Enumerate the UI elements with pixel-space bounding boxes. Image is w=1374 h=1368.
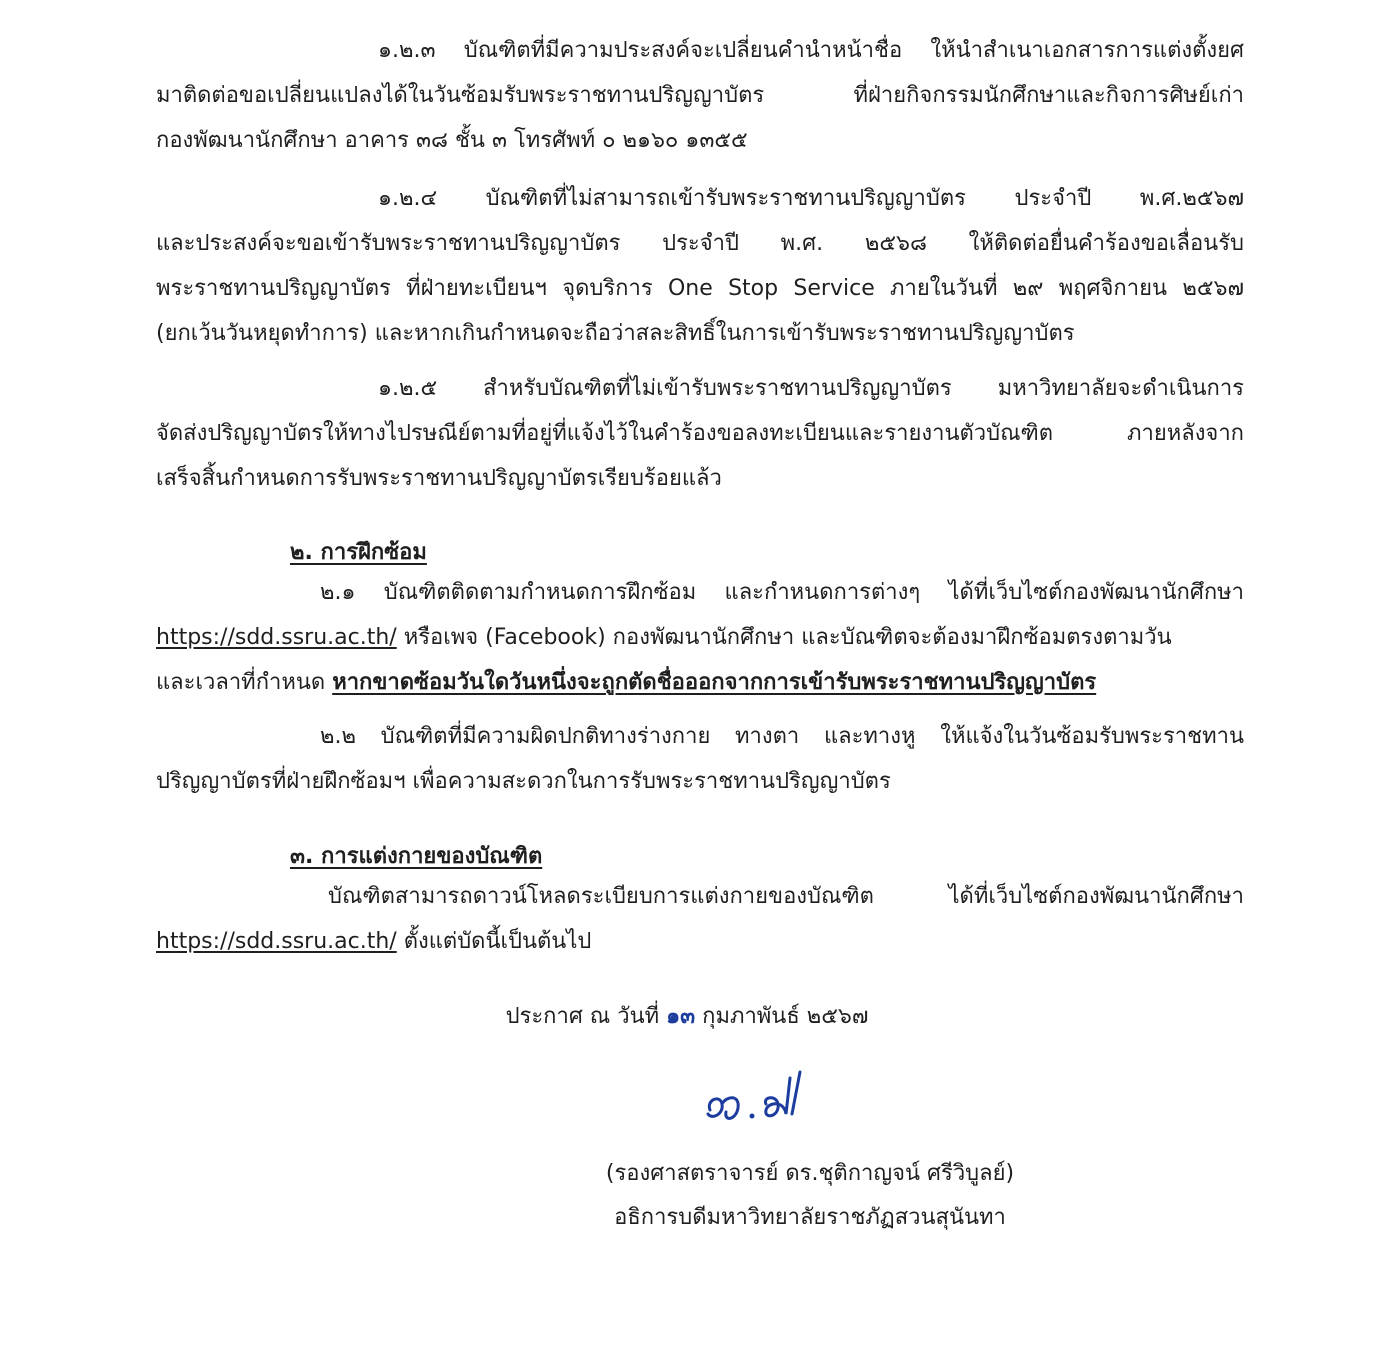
paragraph-text: และเวลาที่กำหนด xyxy=(156,670,333,695)
paragraph-2-2 xyxy=(156,714,1244,804)
paragraph-line: ๒.๒ บัณฑิตที่มีความผิดปกติทางร่างกาย ทางตา และทางหู ให้แจ้งในวันซ้อมรับพระราชทาน xyxy=(320,724,1244,749)
paragraph-2-1 xyxy=(156,570,1244,705)
paragraph-line: ปริญญาบัตรที่ฝ่ายฝึกซ้อมฯ เพื่อความสะดวกในการรับพระราชทานปริญญาบัตร xyxy=(156,769,891,794)
paragraph-1-2-4 xyxy=(156,176,1244,356)
paragraph-3 xyxy=(156,874,1244,964)
signer-position: อธิการบดีมหาวิทยาลัยราชภัฏสวนสุนันทา xyxy=(614,1205,1006,1230)
signer-block xyxy=(560,1152,1060,1240)
paragraph-line: ๑.๒.๕ สำหรับบัณฑิตที่ไม่เข้ารับพระราชทานปริญญาบัตร มหาวิทยาลัยจะดำเนินการ xyxy=(378,376,1244,401)
paragraph-line: จัดส่งปริญญาบัตรให้ทางไปรษณีย์ตามที่อยู่ที่แจ้งไว้ในคำร้องขอลงทะเบียนและรายงานตัวบัณฑิต ภายหลังจาก xyxy=(156,421,1244,446)
website-link[interactable]: https://sdd.ssru.ac.th/ xyxy=(156,929,397,954)
website-link[interactable]: https://sdd.ssru.ac.th/ xyxy=(156,625,397,650)
signer-name: (รองศาสตราจารย์ ดร.ชุติกาญจน์ ศรีวิบูลย์) xyxy=(605,1161,1015,1186)
paragraph-line xyxy=(156,615,1244,660)
paragraph-line: พระราชทานปริญญาบัตร ที่ฝ่ายทะเบียนฯ จุดบริการ One Stop Service ภายในวันที่ ๒๙ พฤศจิกายน ๒๕๖๗ xyxy=(156,276,1244,301)
paragraph-1-2-3 xyxy=(156,28,1244,163)
announcement-prefix: ประกาศ ณ วันที่ xyxy=(505,1004,667,1029)
paragraph-text: ตั้งแต่บัดนี้เป็นต้นไป xyxy=(396,929,592,954)
section-heading-attire: ๓. การแต่งกายของบัณฑิต xyxy=(290,844,543,869)
paragraph-text: หรือเพจ (Facebook) กองพัฒนานักศึกษา และบัณฑิตจะต้องมาฝึกซ้อมตรงตามวัน xyxy=(396,625,1172,650)
paragraph-line: เสร็จสิ้นกำหนดการรับพระราชทานปริญญาบัตรเรียบร้อยแล้ว xyxy=(156,466,722,491)
announcement-day: ๑๓ xyxy=(666,1004,696,1029)
paragraph-line: ๑.๒.๓ บัณฑิตที่มีความประสงค์จะเปลี่ยนคำนำหน้าชื่อ ให้นำสำเนาเอกสารการแต่งตั้งยศ xyxy=(378,38,1244,63)
section-heading-rehearsal: ๒. การฝึกซ้อม xyxy=(290,540,427,565)
announcement-suffix: กุมภาพันธ์ ๒๕๖๗ xyxy=(695,1004,869,1029)
paragraph-line xyxy=(156,919,1244,964)
paragraph-line: บัณฑิตสามารถดาวน์โหลดระเบียบการแต่งกายของบัณฑิต ได้ที่เว็บไซต์กองพัฒนานักศึกษา xyxy=(328,884,1244,909)
paragraph-line: กองพัฒนานักศึกษา อาคาร ๓๘ ชั้น ๓ โทรศัพท์ ๐ ๒๑๖๐ ๑๓๕๕ xyxy=(156,128,748,153)
paragraph-line: ๑.๒.๔ บัณฑิตที่ไม่สามารถเข้ารับพระราชทานปริญญาบัตร ประจำปี พ.ศ.๒๕๖๗ xyxy=(378,186,1244,211)
absence-warning: หากขาดซ้อมวันใดวันหนึ่งจะถูกตัดชื่อออกจากการเข้ารับพระราชทานปริญญาบัตร xyxy=(332,670,1097,695)
paragraph-1-2-5 xyxy=(156,366,1244,501)
paragraph-line: และประสงค์จะขอเข้ารับพระราชทานปริญญาบัตร ประจำปี พ.ศ. ๒๕๖๘ ให้ติดต่อยื่นคำร้องขอเลื่อนรับ xyxy=(156,231,1244,256)
signature-image xyxy=(700,1070,820,1130)
paragraph-line: ๒.๑ บัณฑิตติดตามกำหนดการฝึกซ้อม และกำหนดการต่างๆ ได้ที่เว็บไซต์กองพัฒนานักศึกษา xyxy=(320,580,1244,605)
paragraph-line: มาติดต่อขอเปลี่ยนแปลงได้ในวันซ้อมรับพระราชทานปริญญาบัตร ที่ฝ่ายกิจกรรมนักศึกษาและกิจการศิษย์เก่า xyxy=(156,83,1244,108)
announcement-date xyxy=(0,998,1374,1033)
paragraph-line xyxy=(156,660,1244,705)
paragraph-line: (ยกเว้นวันหยุดทำการ) และหากเกินกำหนดจะถือว่าสละสิทธิ์ในการเข้ารับพระราชทานปริญญาบัตร xyxy=(156,321,1075,346)
